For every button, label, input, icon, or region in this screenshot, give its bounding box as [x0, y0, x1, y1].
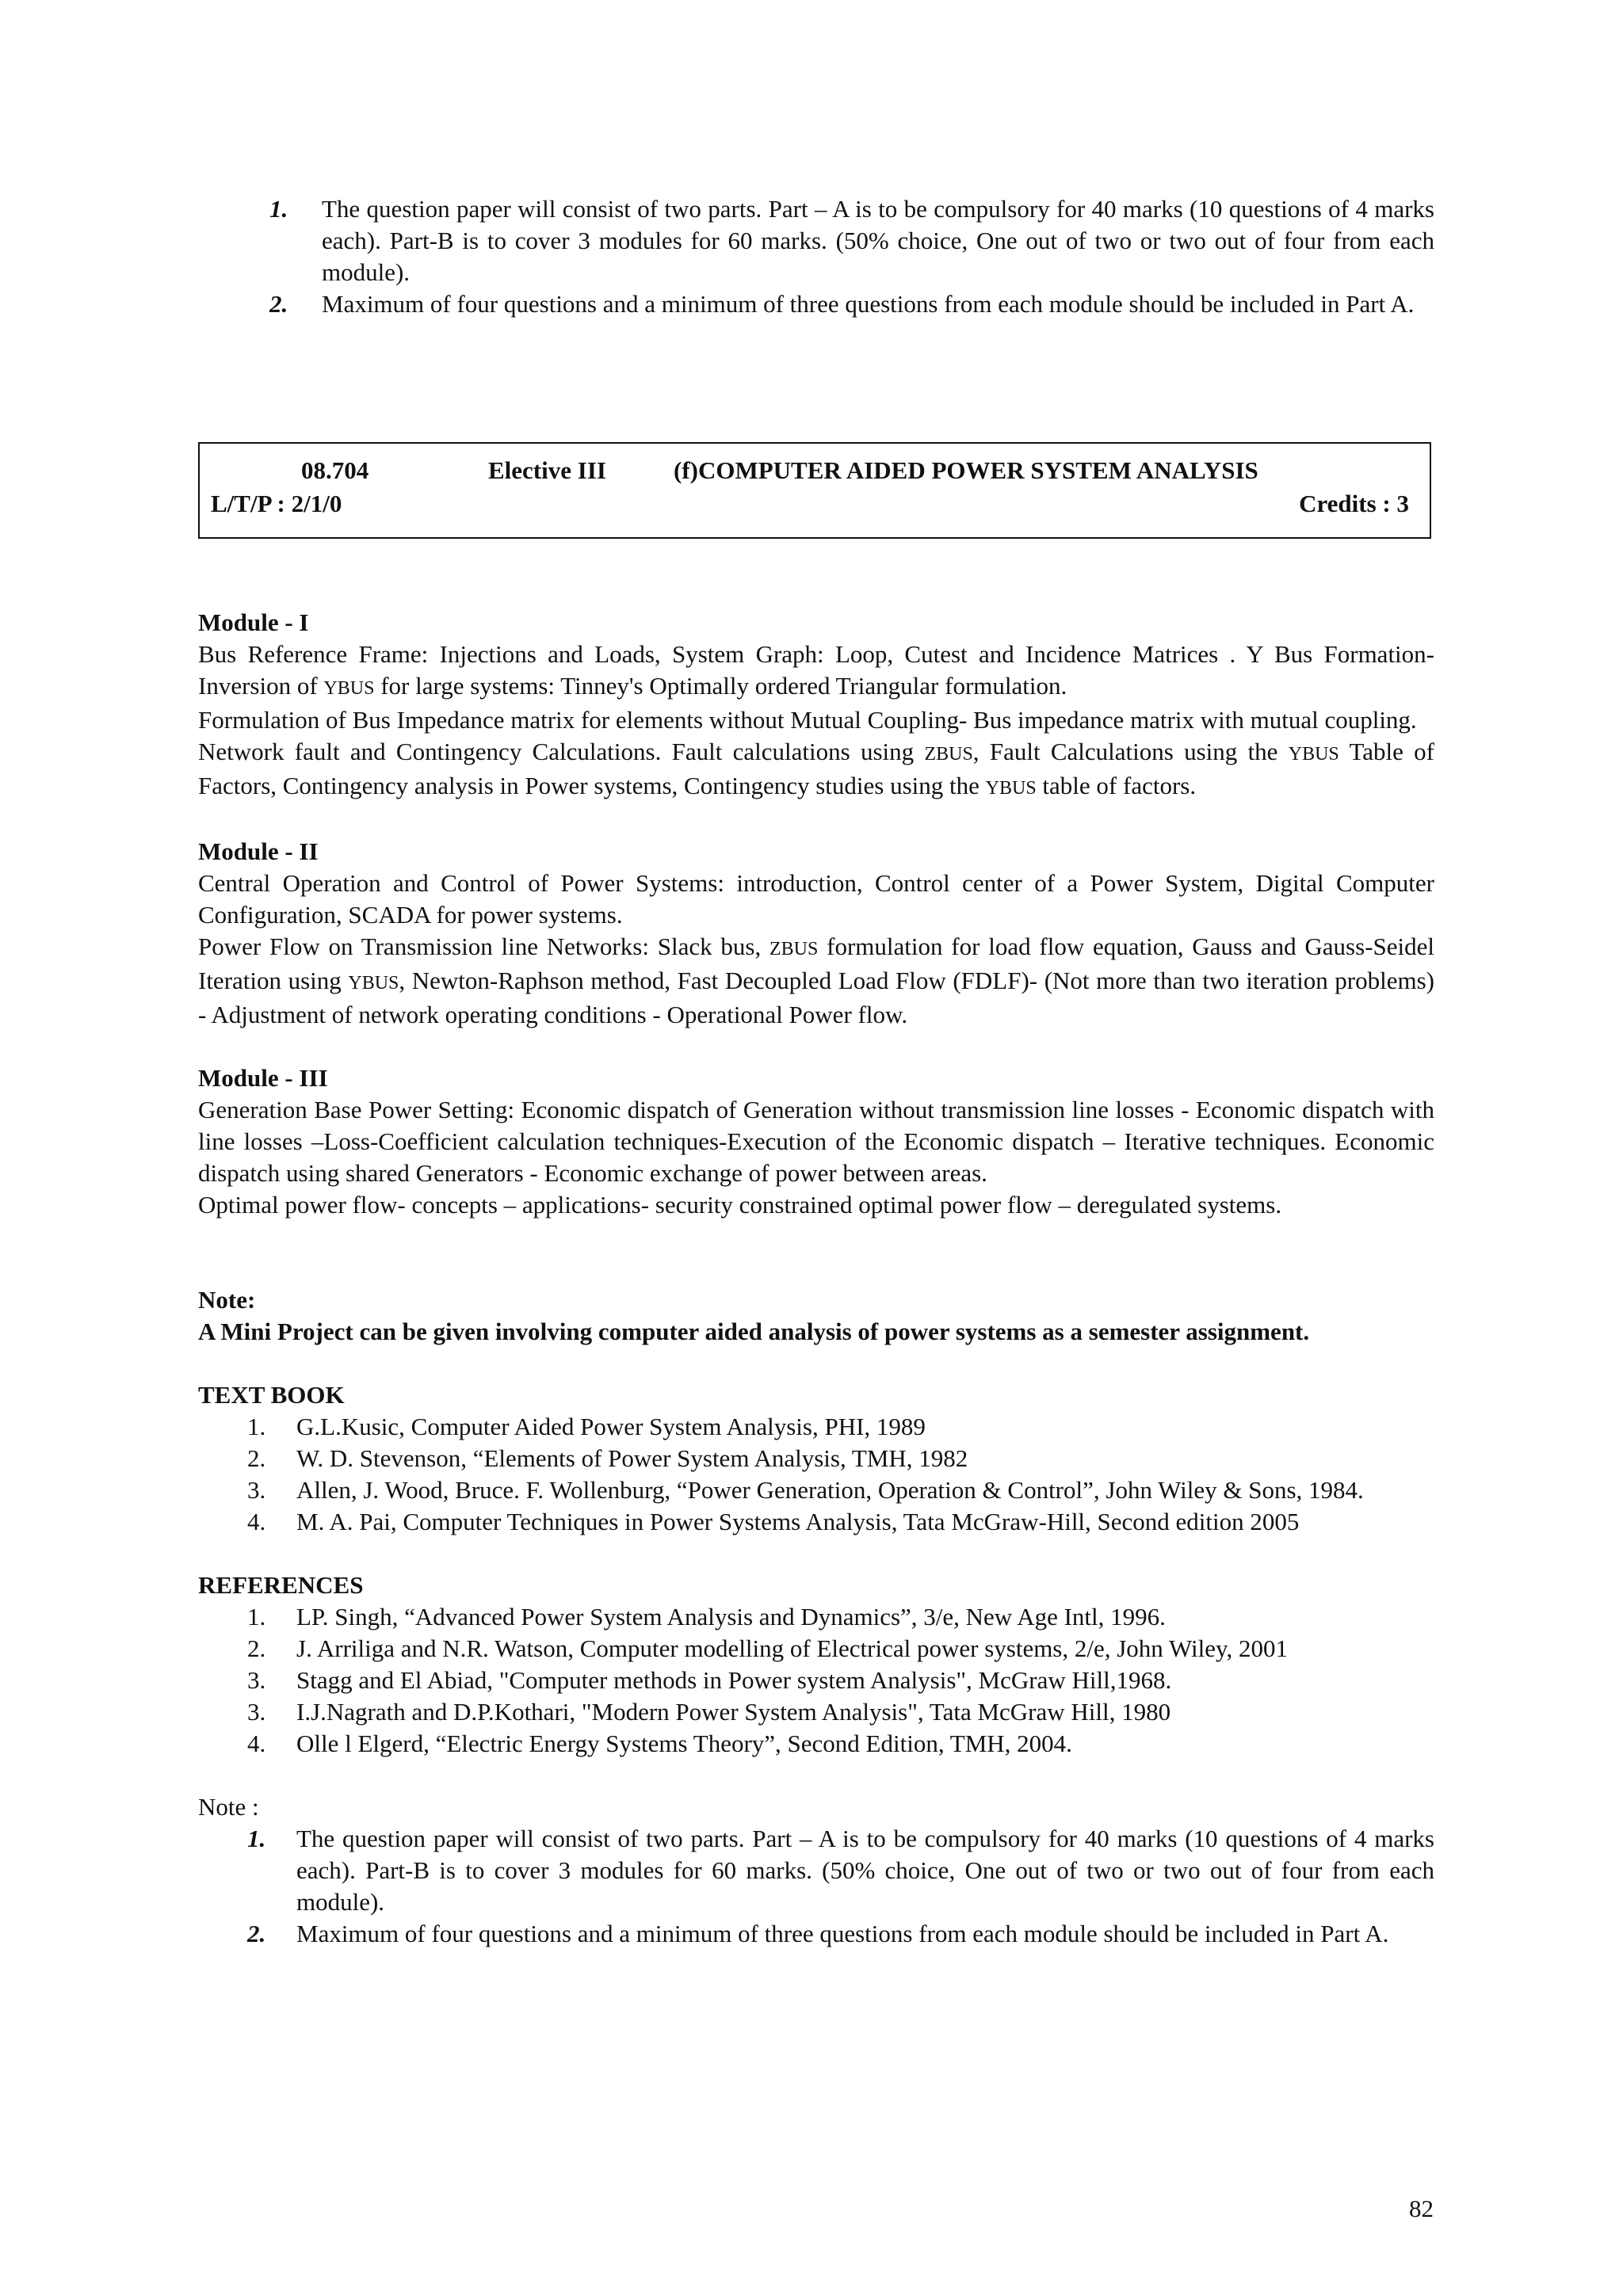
list-item: 2. J. Arriliga and N.R. Watson, Computer modelling of Electrical power systems, 2/e, John Wiley, 2001 — [247, 1634, 1288, 1662]
top-note-item-2 — [269, 288, 1434, 320]
references-list — [198, 1601, 1434, 1760]
top-note-number-2: 2. — [269, 290, 288, 318]
bottom-note-list — [198, 1823, 1434, 1950]
course-ltp: L/T/P : 2/1/0 — [211, 490, 342, 517]
course-elective: Elective III — [488, 456, 606, 484]
list-item: 2. Maximum of four questions and a minimum of three questions from each module should be included in Part A. — [247, 1920, 1389, 1947]
note-heading: Note: — [198, 1286, 256, 1314]
top-note-item-1 — [269, 193, 1434, 288]
list-item: 3. Stagg and El Abiad, "Computer methods in Power system Analysis", McGraw Hill,1968. — [247, 1666, 1172, 1694]
course-code: 08.704 — [301, 456, 369, 484]
list-item: 1. The question paper will consist of two parts. Part – A is to be compulsory for 40 marks (10 questions of 4 marks each). Part-B is to cover 3 modules for 60 marks. (50% choice, One out of two or two out of four from each module). — [247, 1825, 1434, 1916]
module-1-heading: Module - I — [198, 608, 309, 636]
textbook-heading: TEXT BOOK — [198, 1381, 345, 1409]
module-1-paragraph-3: Network fault and Contingency Calculations. Fault calculations using ZBUS, Fault Calculations using the YBUS Table of Factors, Contingency analysis in Power systems, Contingency studies using the YBUS table of factors. — [198, 738, 1435, 799]
course-header-row-1 — [200, 455, 1430, 488]
module-2-heading: Module - II — [198, 837, 319, 865]
bottom-note-heading: Note : — [198, 1793, 259, 1821]
course-header-row-2 — [200, 488, 1430, 521]
module-1-paragraph-1: Bus Reference Frame: Injections and Loads, System Graph: Loop, Cutest and Incidence Matrices . Y Bus Formation-Inversion of YBUS for large systems: Tinney's Optimally ordered Triangular formulation. — [198, 640, 1434, 700]
list-item: 1. G.L.Kusic, Computer Aided Power System Analysis, PHI, 1989 — [247, 1413, 926, 1440]
syllabus-body — [198, 607, 1434, 1950]
course-header-box — [198, 442, 1431, 539]
top-note-text-2: Maximum of four questions and a minimum of three questions from each module should be included in Part A. — [322, 290, 1415, 318]
module-3-heading: Module - III — [198, 1064, 328, 1092]
list-item: 3. I.J.Nagrath and D.P.Kothari, "Modern Power System Analysis", Tata McGraw Hill, 1980 — [247, 1698, 1171, 1726]
module-1-paragraph-2: Formulation of Bus Impedance matrix for elements without Mutual Coupling- Bus impedance matrix with mutual coupling. — [198, 706, 1417, 734]
list-item: 1. LP. Singh, “Advanced Power System Analysis and Dynamics”, 3/e, New Age Intl, 1996. — [247, 1603, 1166, 1630]
textbook-list — [198, 1411, 1434, 1538]
top-note-number-1: 1. — [269, 195, 288, 223]
module-3-paragraph-2: Optimal power flow- concepts – applications- security constrained optimal power flow – deregulated systems. — [198, 1191, 1282, 1219]
list-item: 4. Olle l Elgerd, “Electric Energy Systems Theory”, Second Edition, TMH, 2004. — [247, 1730, 1072, 1757]
course-title: (f)COMPUTER AIDED POWER SYSTEM ANALYSIS — [674, 456, 1258, 484]
module-2-paragraph-2: Power Flow on Transmission line Networks: Slack bus, ZBUS formulation for load flow equation, Gauss and Gauss-Seidel Iteration using YBUS, Newton-Raphson method, Fast Decoupled Load Flow (FDLF)- (Not more than two iteration problems) - Adjustment of network operating conditions - Operational Power flow. — [198, 933, 1434, 1028]
list-item: 3. Allen, J. Wood, Bruce. F. Wollenburg, “Power Generation, Operation & Control”, John Wiley & Sons, 1984. — [247, 1476, 1364, 1504]
references-heading: REFERENCES — [198, 1571, 364, 1599]
page-number: 82 — [1409, 2195, 1434, 2222]
course-credits: Credits : 3 — [1299, 490, 1409, 517]
list-item: 4. M. A. Pai, Computer Techniques in Power Systems Analysis, Tata McGraw-Hill, Second edition 2005 — [247, 1508, 1300, 1535]
note-text: A Mini Project can be given involving computer aided analysis of power systems as a semester assignment. — [198, 1318, 1310, 1345]
top-note-list — [269, 193, 1434, 320]
module-3-paragraph-1: Generation Base Power Setting: Economic dispatch of Generation without transmission line losses - Economic dispatch with line losses –Loss-Coefficient calculation techniques-Execution of the Economic dispatch – Iterative techniques. Economic dispatch using shared Generators - Economic exchange of power between areas. — [198, 1096, 1434, 1187]
top-note-text-1: The question paper will consist of two parts. Part – A is to be compulsory for 40 marks (10 questions of 4 marks each). Part-B is to cover 3 modules for 60 marks. (50% choice, One out of two or two out of four from each module). — [322, 195, 1434, 286]
module-2-paragraph-1: Central Operation and Control of Power Systems: introduction, Control center of a Power System, Digital Computer Configuration, SCADA for power systems. — [198, 869, 1434, 929]
list-item: 2. W. D. Stevenson, “Elements of Power System Analysis, TMH, 1982 — [247, 1444, 968, 1472]
